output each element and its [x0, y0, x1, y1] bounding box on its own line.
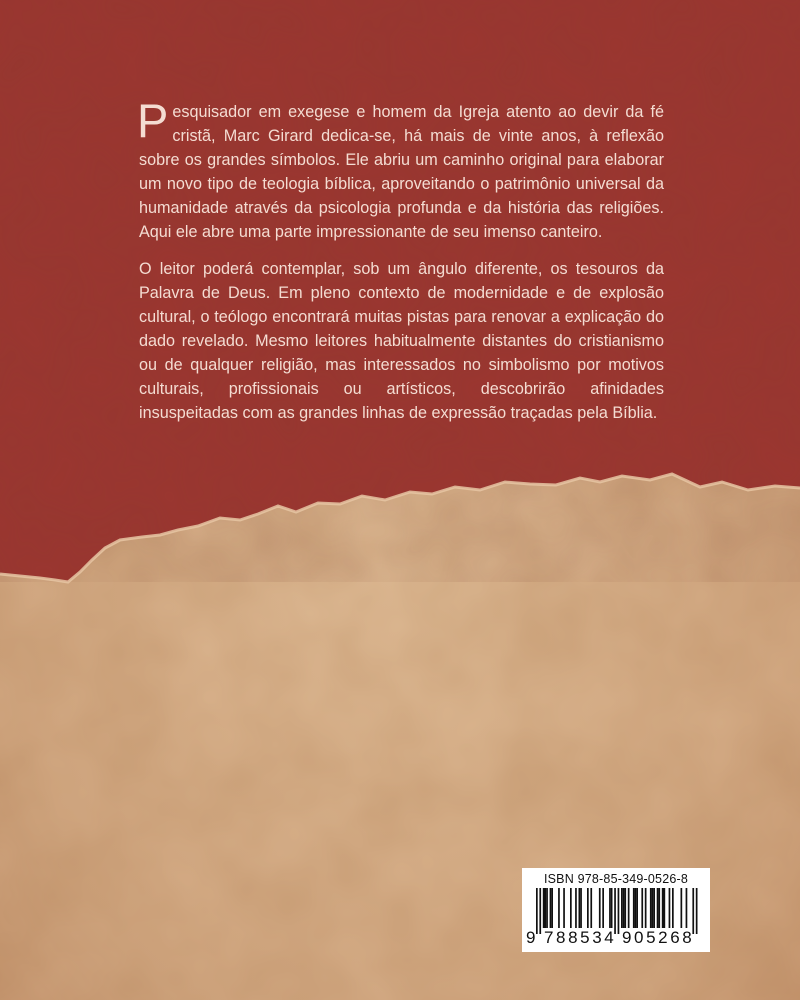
barcode-bar	[550, 888, 552, 928]
isbn-left-group: 788534	[544, 928, 617, 947]
barcode-bar	[546, 888, 548, 928]
barcode-bar	[652, 888, 654, 928]
barcode-bar	[545, 888, 547, 928]
barcode-bar	[579, 888, 581, 928]
blurb-text	[137, 94, 664, 438]
barcode-bar	[623, 888, 625, 928]
blurb-paragraph-1	[137, 94, 664, 244]
barcode-bar	[653, 888, 655, 928]
isbn-label: ISBN 978-85-349-0526-8	[543, 872, 689, 886]
barcode-bar	[563, 888, 565, 928]
barcode-bar	[662, 888, 664, 928]
barcode-bar	[590, 888, 592, 928]
isbn-lead-digit: 9	[526, 928, 536, 947]
isbn-digits	[522, 928, 710, 950]
blurb-paragraph-2: O leitor poderá contemplar, sob um ângulo diferente, os tesouros da Palavra de Deus. Em pleno contexto de modernidade e de explosão cultural, o teólogo encontrará muitas pistas para renovar a explicação do dado revelado. Mesmo leitores habitualmente distantes do cristianismo ou de qualquer religião, mas interessados no simbolismo por motivos culturais, profissionais ou artísticos, descobrirão afinidades insuspeitadas com as grandes linhas de expressão traçadas pela Bíblia.	[139, 260, 664, 422]
blurb-paragraph-1-text: esquisador em exegese e homem da Igreja atento ao devir da fé cristã, Marc Girard dedica-se, há mais de vinte anos, à reflexão sobre os grandes símbolos. Ele abriu um caminho original para elaborar um novo tipo de teologia bíblica, aproveitando o patrimônio universal da humanidade através da psicologia profunda e da história das religiões. Aqui ele abre uma parte impressionante de seu imenso canteiro.	[139, 103, 664, 241]
barcode-bar	[543, 888, 545, 928]
barcode-bar	[681, 888, 683, 928]
barcode-bar	[635, 888, 637, 928]
barcode-bar	[636, 888, 638, 928]
barcode-bar	[587, 888, 589, 928]
barcode-bar	[650, 888, 652, 928]
barcode-bar	[580, 888, 582, 928]
barcode-bar	[686, 888, 688, 928]
isbn-right-group: 905268	[622, 928, 695, 947]
barcode-bar	[621, 888, 623, 928]
barcode-bar	[602, 888, 604, 928]
barcode-bar	[628, 888, 630, 928]
dropcap-letter: P	[137, 94, 169, 147]
barcode-bar	[669, 888, 671, 928]
barcode-bar	[641, 888, 643, 928]
barcode-bar	[645, 888, 647, 928]
barcode-bar	[558, 888, 560, 928]
barcode-bar	[664, 888, 666, 928]
barcode-bar	[609, 888, 611, 928]
barcode-bar	[657, 888, 659, 928]
barcode-bar	[672, 888, 674, 928]
barcode-bar	[570, 888, 572, 928]
barcode-bar	[599, 888, 601, 928]
barcode-bar	[658, 888, 660, 928]
barcode-bar	[551, 888, 553, 928]
barcode-bar	[624, 888, 626, 928]
barcode-bar	[575, 888, 577, 928]
barcode-bar	[633, 888, 635, 928]
barcode-bar	[611, 888, 613, 928]
isbn-barcode-box	[522, 868, 710, 952]
